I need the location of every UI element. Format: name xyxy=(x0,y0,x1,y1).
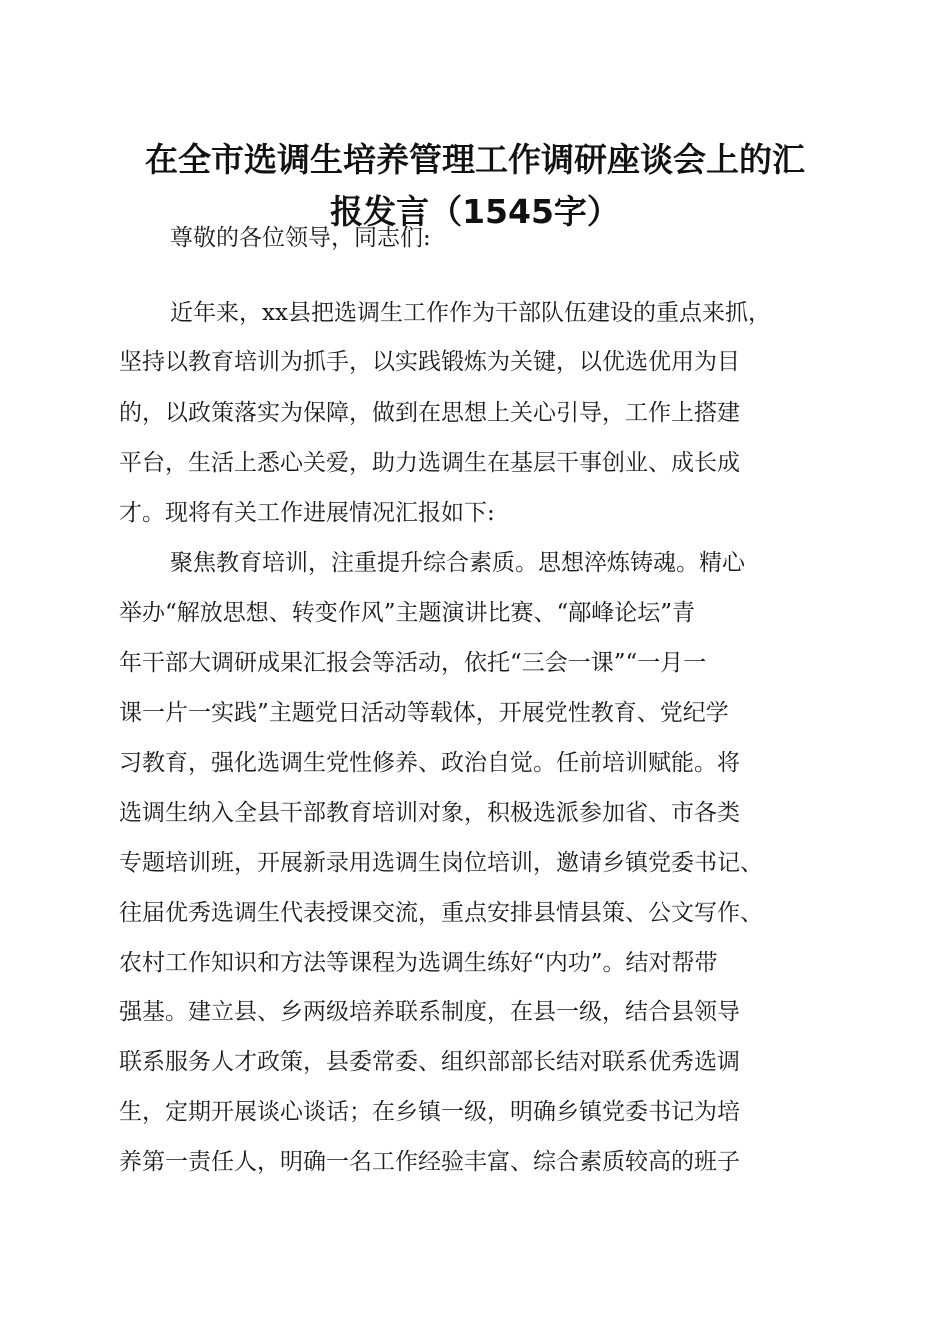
document-title-line-1: 在全市选调生培养管理工作调研座谈会上的汇 xyxy=(145,140,805,179)
paragraph-line: 生，定期开展谈心谈话；在乡镇一级，明确乡镇党委书记为培 xyxy=(119,1099,740,1125)
paragraph-line: 专题培训班，开展新录用选调生岗位培训，邀请乡镇党委书记、 xyxy=(119,850,763,876)
paragraph-line: 聚焦教育培训，注重提升综合素质。思想淬炼铸魂。精心 xyxy=(170,550,745,576)
document-title-line-2: 报发言（1545字） xyxy=(330,192,620,231)
paragraph-line: 联系服务人才政策，县委常委、组织部部长结对联系优秀选调 xyxy=(119,1049,740,1075)
paragraph-line: 往届优秀选调生代表授课交流，重点安排县情县策、公文写作、 xyxy=(119,900,763,926)
paragraph-line: 养第一责任人，明确一名工作经验丰富、综合素质较高的班子 xyxy=(119,1149,740,1175)
paragraph-line: 坚持以教育培训为抓手，以实践锻炼为关键，以优选优用为目 xyxy=(119,349,740,375)
paragraph-line: 强基。建立县、乡两级培养联系制度，在县一级，结合县领导 xyxy=(119,999,740,1025)
salutation: 尊敬的各位领导，同志们: xyxy=(170,225,431,251)
paragraph-line: 课一片一实践”主题党日活动等载体，开展党性教育、党纪学 xyxy=(119,700,729,726)
paragraph-line: 习教育，强化选调生党性修养、政治自觉。任前培训赋能。将 xyxy=(119,750,740,776)
paragraph-line: 才。现将有关工作进展情况汇报如下: xyxy=(119,500,495,526)
paragraph-line: 农村工作知识和方法等课程为选调生练好“内功”。结对帮带 xyxy=(119,950,718,976)
paragraph-line: 的，以政策落实为保障，做到在思想上关心引导，工作上搭建 xyxy=(119,400,740,426)
paragraph-line: 举办“解放思想、转变作风”主题演讲比赛、“鄗峰论坛”青 xyxy=(119,600,696,626)
paragraph-line: 近年来，xx县把选调生工作作为干部队伍建设的重点来抓， xyxy=(170,300,771,326)
paragraph-line: 年干部大调研成果汇报会等活动，依托“三会一课”“一月一 xyxy=(119,650,707,676)
paragraph-line: 平台，生活上悉心关爱，助力选调生在基层干事创业、成长成 xyxy=(119,450,740,476)
paragraph-line: 选调生纳入全县干部教育培训对象，积极选派参加省、市各类 xyxy=(119,800,740,826)
